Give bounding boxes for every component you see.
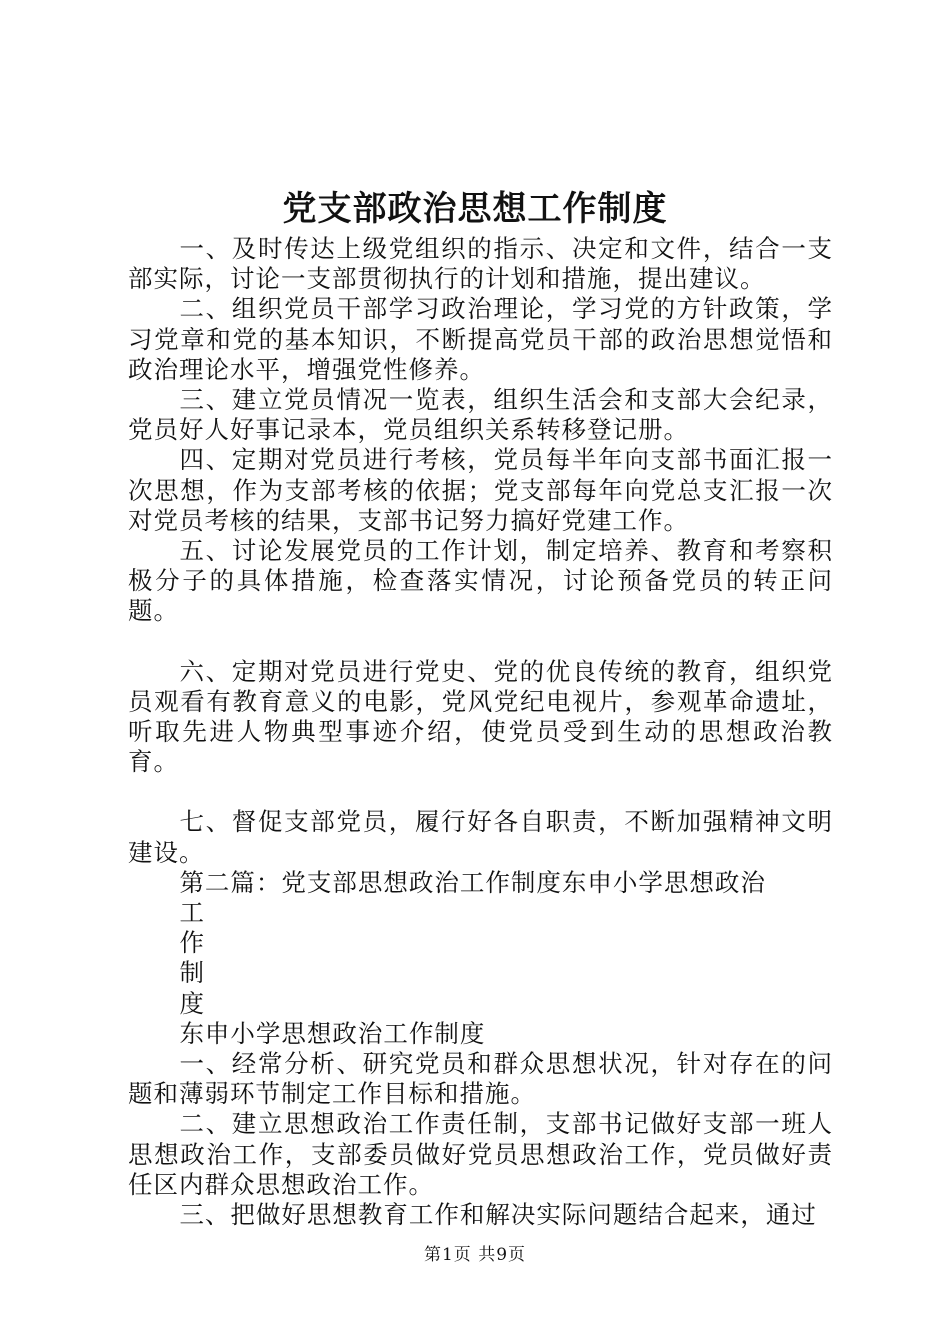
section2-vertical-char: 度: [179, 988, 205, 1018]
document-body: [128, 234, 833, 1230]
section2-vertical-char: 作: [179, 928, 205, 958]
paragraph-5: 五、讨论发展党员的工作计划，制定培养、教育和考察积极分子的具体措施，检查落实情况，讨论预备党员的转正问题。: [128, 536, 833, 626]
paragraph-7: 七、督促支部党员，履行好各自职责，不断加强精神文明建设。: [128, 807, 833, 867]
paragraph-6: 六、定期对党员进行党史、党的优良传统的教育，组织党员观看有教育意义的电影，党风党纪电视片，参观革命遗址，听取先进人物典型事迹介绍，使党员受到生动的思想政治教育。: [128, 656, 833, 777]
section2-paragraph-3: 三、把做好思想教育工作和解决实际问题结合起来，通过: [179, 1200, 817, 1230]
page-footer: 第1页 共9页: [423, 1245, 527, 1265]
paragraph-1: 一、及时传达上级党组织的指示、决定和文件，结合一支部实际，讨论一支部贯彻执行的计划和措施，提出建议。: [128, 234, 833, 294]
paragraph-3: 三、建立党员情况一览表，组织生活会和支部大会纪录，党员好人好事记录本，党员组织关系转移登记册。: [128, 385, 833, 445]
section2-vertical-char: 制: [179, 958, 205, 988]
paragraph-4: 四、定期对党员进行考核，党员每半年向支部书面汇报一次思想，作为支部考核的依据；党支部每年向党总支汇报一次对党员考核的结果，支部书记努力搞好党建工作。: [128, 445, 833, 535]
document-title: 党支部政治思想工作制度: [282, 189, 668, 229]
section2-heading: 第二篇：党支部思想政治工作制度东申小学思想政治: [179, 867, 766, 897]
section2-subtitle: 东申小学思想政治工作制度: [179, 1018, 486, 1048]
section2-paragraph-1: 一、经常分析、研究党员和群众思想状况，针对存在的问题和薄弱环节制定工作目标和措施。: [128, 1049, 833, 1109]
section2-paragraph-2: 二、建立思想政治工作责任制，支部书记做好支部一班人思想政治工作，支部委员做好党员思想政治工作，党员做好责任区内群众思想政治工作。: [128, 1109, 833, 1199]
section2-vertical-char: 工: [179, 898, 205, 928]
paragraph-2: 二、组织党员干部学习政治理论，学习党的方针政策，学习党章和党的基本知识，不断提高党员干部的政治思想觉悟和政治理论水平，增强党性修养。: [128, 294, 833, 384]
